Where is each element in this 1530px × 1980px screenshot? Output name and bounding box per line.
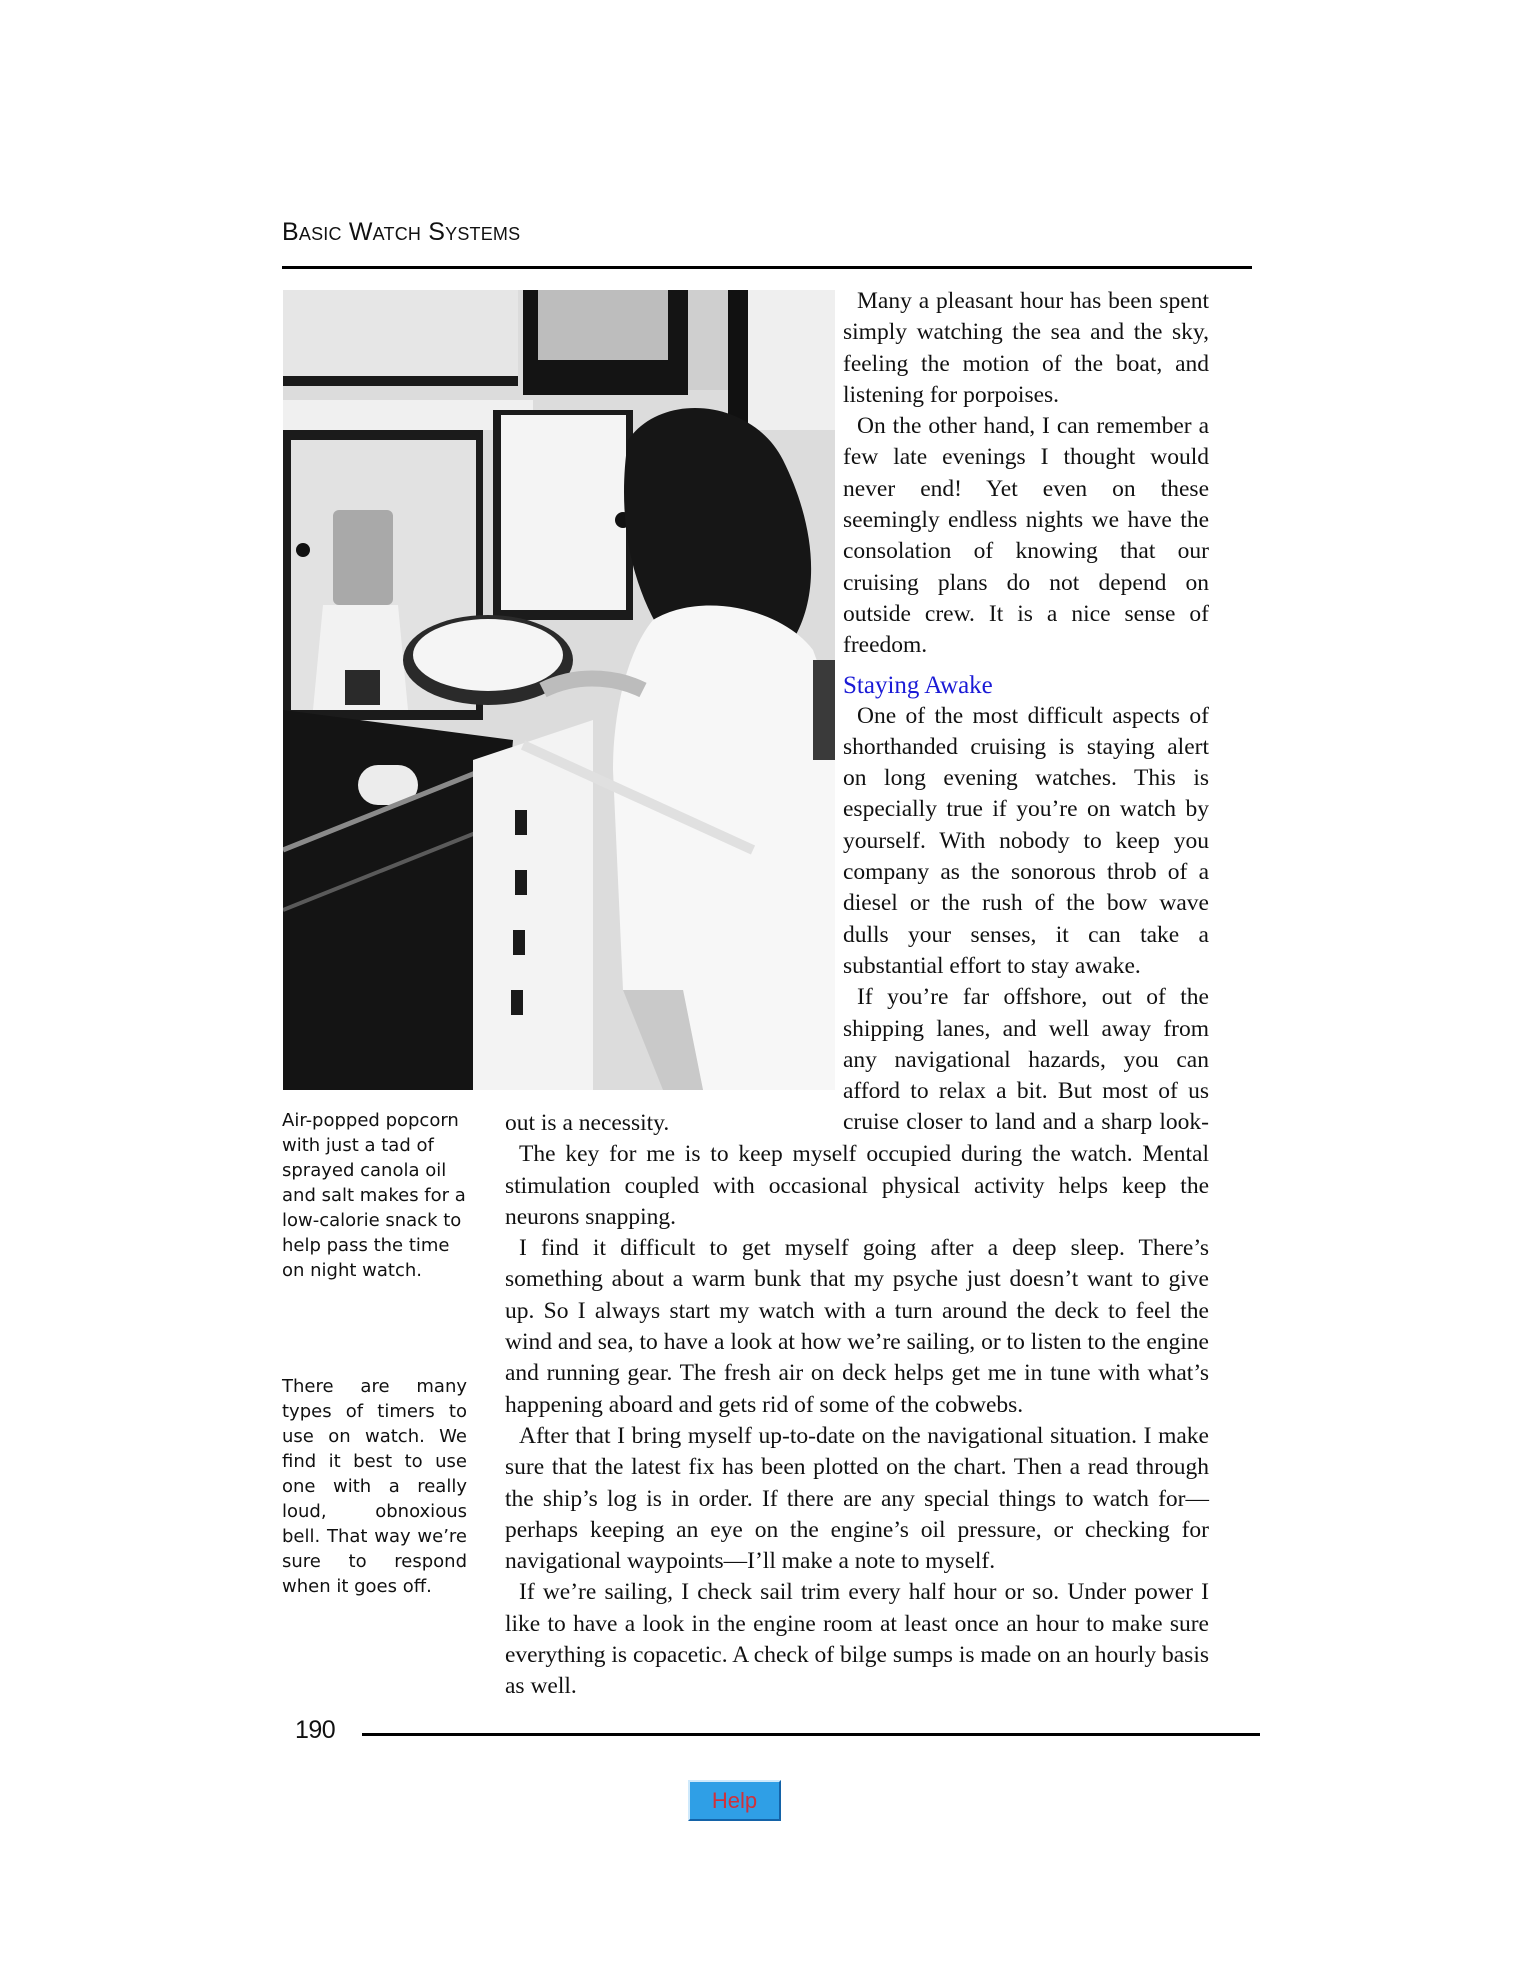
paragraph: Many a pleasant hour has been spent simply watching the sea and the sky, feeling the motion of the boat, and listening for porpoises. (843, 288, 1209, 408)
paragraph: After that I bring myself up-to-date on the navigational situation. I make sure that the latest fix has been plotted on the chart. Then a read through the ship’s log is in order. If there are any special things to watch for—perhaps keeping an eye on the engine’s oil pressure, or checking for navigational waypoints—I’ll make a note to myself. (505, 1422, 1209, 1575)
subhead-staying-awake: Staying Awake (843, 671, 993, 699)
paragraph: If you’re far offshore, out of the shipping lanes, and well away from any navigational hazards, you can afford to relax a bit. But most of us cruise closer to land and a sharp look- (843, 984, 1209, 1136)
help-button[interactable]: Help (688, 1780, 781, 1821)
right-column-text (843, 286, 1209, 1139)
photo-caption: Air-popped popcorn with just a tad of sprayed canola oil and salt makes for a low-calorie snack to help pass the time on night watch. (282, 1110, 466, 1281)
header-rule (282, 266, 1252, 269)
page-number: 190 (295, 1716, 336, 1744)
paragraph: One of the most difficult aspects of shorthanded cruising is staying alert on long evening watches. This is especially true if you’re on watch by yourself. With nobody to keep you company as the sonorous throb of a diesel or the rush of the bow wave dulls your senses, it can take a substantial effort to stay awake. (843, 702, 1209, 979)
paragraph: I find it difficult to get myself going after a deep sleep. There’s something about a warm bunk that my psyche just doesn’t want to give up. So I always start my watch with a turn around the deck to feel the wind and sea, to have a look at how we’re sailing, or to listen to the engine and running gear. The fresh air on deck helps get me in tune with what’s happening aboard and gets rid of some of the cobwebs. (505, 1235, 1209, 1418)
paragraph-continuation: out is a necessity. (505, 1110, 670, 1136)
paragraph: On the other hand, I can remember a few late evenings I thought would never end! Yet even on these seemingly endless nights we have the consolation of knowing that our cruising plans do not depend on outside crew. It is a nice sense of freedom. (843, 413, 1209, 659)
paragraph: If we’re sailing, I check sail trim every half hour or so. Under power I like to have a look in the engine room at least once an hour to make sure everything is copacetic. A check of bilge sumps is made on an hourly basis as well. (505, 1579, 1209, 1700)
footer-rule (362, 1733, 1260, 1736)
galley-popcorn-photo (283, 290, 835, 1090)
sidebar-note-timers: There are many types of timers to use on watch. We find it best to use one with a really loud, obnoxious bell. That way we’re sure to respond when it goes off. (282, 1376, 467, 1597)
paragraph: The key for me is to keep myself occupied during the watch. Mental stimulation coupled with occasional physical activity helps keep the neurons snapping. (505, 1141, 1209, 1230)
main-column-text (505, 1108, 1209, 1703)
running-head: Basic Watch Systems (282, 218, 521, 246)
